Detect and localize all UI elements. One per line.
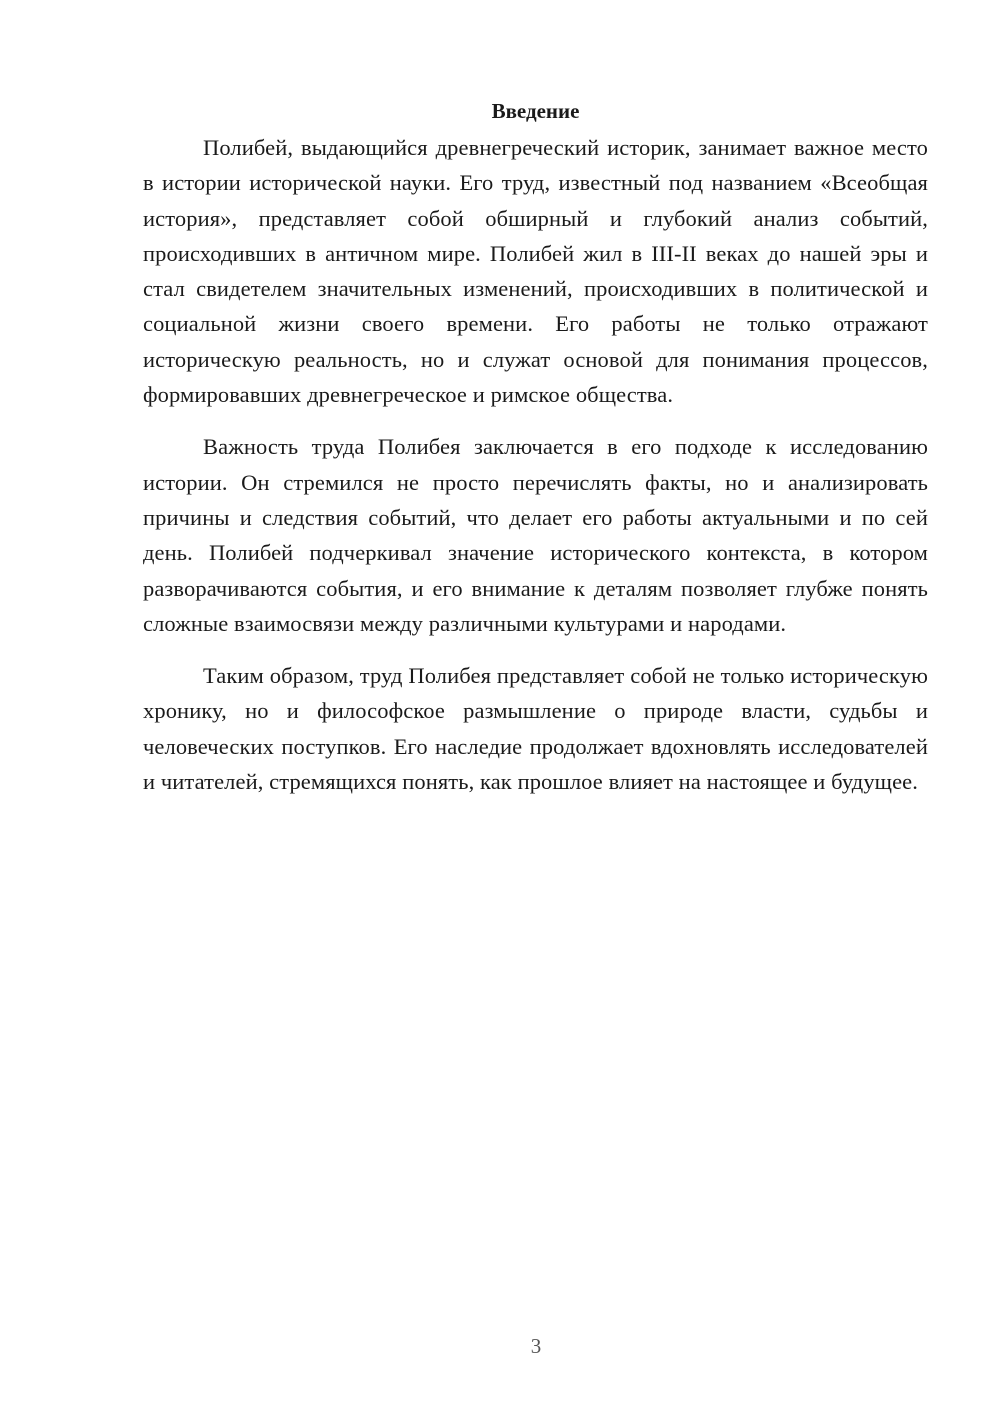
paragraph-2: Важность труда Полибея заключается в его подходе к исследованию истории. Он стремился не просто перечислять факты, но и анализировать причины и следствия событий, что делает его работы актуальными и по сей день. Полибей подчеркивал значение исторического контекста, в котором разворачиваются события, и его внимание к деталям позволяет глубже понять сложные взаимосвязи между различными культурами и народами. [143,434,928,636]
paragraph-1: Полибей, выдающийся древнегреческий историк, занимает важное место в истории исторической науки. Его труд, известный под названием «Всеобщая история», представляет собой обширный и глубокий анализ событий, происходивших в античном мире. Полибей жил в III-II веках до нашей эры и стал свидетелем значительных изменений, происходивших в политической и социальной жизни своего времени. Его работы не только отражают историческую реальность, но и служат основой для понимания процессов, формировавших древнегреческое и римское общества. [143,135,928,408]
paragraph-3: Таким образом, труд Полибея представляет собой не только историческую хронику, но и философское размышление о природе власти, судьбы и человеческих поступков. Его наследие продолжает вдохновлять исследователей и читателей, стремящихся понять, как прошлое влияет на настоящее и будущее. [143,663,928,795]
page-number: 3 [530,1334,542,1358]
section-heading: Введение [491,99,580,123]
page-content [143,96,928,816]
